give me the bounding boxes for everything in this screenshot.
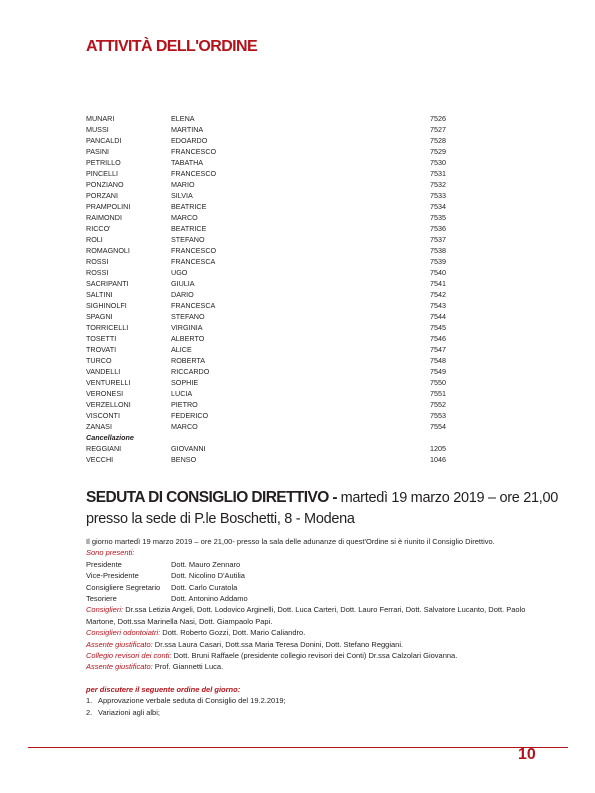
number-cell: 7542 xyxy=(430,290,446,299)
intro-paragraph: Il giorno martedì 19 marzo 2019 – ore 21,00- presso la sala delle adunanze di quest'Ordine si è riunito il Consiglio Direttivo. xyxy=(86,537,495,546)
firstname-cell: MARCO xyxy=(171,213,198,222)
seduta-heading xyxy=(86,487,566,530)
number-cell: 7529 xyxy=(430,147,446,156)
firstname-cell: FRANCESCA xyxy=(171,301,216,310)
firstname-cell: FRANCESCO xyxy=(171,246,217,255)
roster-row xyxy=(86,344,456,355)
roster-row xyxy=(86,421,456,432)
surname-cell: TOSETTI xyxy=(86,334,117,343)
firstname-cell: RICCARDO xyxy=(171,367,210,376)
surname-cell: MUNARI xyxy=(86,114,115,123)
surname-cell: ROSSI xyxy=(86,268,109,277)
number-cell: 7552 xyxy=(430,400,446,409)
roster-row xyxy=(86,135,456,146)
firstname-cell: ALICE xyxy=(171,345,192,354)
agenda-num: 1. xyxy=(86,696,93,706)
firstname-cell: DARIO xyxy=(171,290,194,299)
roster-row xyxy=(86,212,456,223)
roster-row xyxy=(86,234,456,245)
firstname-cell: FRANCESCO xyxy=(171,147,217,156)
firstname-cell: BENSO xyxy=(171,455,197,464)
firstname-cell: BEATRICE xyxy=(171,224,207,233)
number-cell: 7526 xyxy=(430,114,446,123)
officer-row xyxy=(86,559,556,570)
officer-person: Dott. Mauro Zennaro xyxy=(171,559,241,569)
surname-cell: RICCO' xyxy=(86,224,111,233)
number-cell: 1205 xyxy=(430,444,446,453)
number-cell: 7549 xyxy=(430,367,446,376)
roster-row xyxy=(86,124,456,135)
surname-cell: RAIMONDI xyxy=(86,213,122,222)
roster-row xyxy=(86,377,456,388)
firstname-cell: SOPHIE xyxy=(171,378,199,387)
agenda-num: 2. xyxy=(86,707,93,717)
roster-row xyxy=(86,256,456,267)
assenti-text: Dr.ssa Laura Casari, Dott.ssa Maria Teresa Donini, Dott. Stefano Reggiani. xyxy=(152,639,404,649)
roster-row xyxy=(86,157,456,168)
firstname-cell: PIETRO xyxy=(171,400,198,409)
officer-person: Dott. Antonino Addamo xyxy=(171,593,248,603)
roster-row xyxy=(86,223,456,234)
roster-row xyxy=(86,443,456,454)
surname-cell: PRAMPOLINI xyxy=(86,202,131,211)
officer-row xyxy=(86,582,556,593)
odonto-text: Dott. Roberto Gozzi, Dott. Mario Caliandro. xyxy=(160,628,306,638)
agenda-item xyxy=(86,707,556,718)
assenti-label: Assente giustificato: xyxy=(86,639,153,649)
seduta-title-location: presso la sede di P.le Boschetti, 8 - Modena xyxy=(86,511,355,527)
officer-role: Tesoriere xyxy=(86,593,117,603)
surname-cell: ROLI xyxy=(86,235,103,244)
assenti2-paragraph xyxy=(86,661,556,672)
cancellazione-heading xyxy=(86,432,456,443)
agenda-item xyxy=(86,695,556,706)
firstname-cell: STEFANO xyxy=(171,235,205,244)
consiglieri-label: Consiglieri: xyxy=(86,605,124,615)
revisori-paragraph xyxy=(86,650,556,661)
number-cell: 7534 xyxy=(430,202,446,211)
roster-row xyxy=(86,366,456,377)
odonto-label: Consiglieri odontoiatri: xyxy=(86,628,161,638)
number-cell: 7540 xyxy=(430,268,446,277)
surname-cell: SPAGNI xyxy=(86,312,113,321)
surname-cell: SIGHINOLFI xyxy=(86,301,127,310)
number-cell: 7548 xyxy=(430,356,446,365)
number-cell: 7530 xyxy=(430,158,446,167)
presenti-label: Sono presenti: xyxy=(86,548,135,558)
firstname-cell: GIOVANNI xyxy=(171,444,206,453)
surname-cell: ZANASI xyxy=(86,422,112,431)
roster-row xyxy=(86,388,456,399)
number-cell: 7554 xyxy=(430,422,446,431)
number-cell: 7533 xyxy=(430,191,446,200)
surname-cell: VERZELLONI xyxy=(86,400,131,409)
number-cell: 7537 xyxy=(430,235,446,244)
roster-row xyxy=(86,113,456,124)
roster-row xyxy=(86,311,456,322)
roster-row xyxy=(86,355,456,366)
firstname-cell: EDOARDO xyxy=(171,136,208,145)
surname-cell: SALTINI xyxy=(86,290,113,299)
officers-list xyxy=(86,559,556,605)
roster-row xyxy=(86,454,456,465)
roster-row xyxy=(86,399,456,410)
surname-cell: PASINI xyxy=(86,147,110,156)
firstname-cell: SILVIA xyxy=(171,191,193,200)
firstname-cell: BEATRICE xyxy=(171,202,207,211)
roster-row xyxy=(86,278,456,289)
firstname-cell: ELENA xyxy=(171,114,195,123)
firstname-cell: GIULIA xyxy=(171,279,195,288)
cancellazione-label: Cancellazione xyxy=(86,433,134,442)
number-cell: 7528 xyxy=(430,136,446,145)
number-cell: 7545 xyxy=(430,323,446,332)
roster-rows xyxy=(86,113,456,432)
minutes-body xyxy=(86,536,556,718)
firstname-cell: STEFANO xyxy=(171,312,205,321)
firstname-cell: LUCIA xyxy=(171,389,193,398)
seduta-title-date: martedì 19 marzo 2019 – ore 21,00 xyxy=(340,490,559,506)
firstname-cell: VIRGINIA xyxy=(171,323,203,332)
number-cell: 7532 xyxy=(430,180,446,189)
roster-row xyxy=(86,245,456,256)
roster-row xyxy=(86,333,456,344)
surname-cell: PANCALDI xyxy=(86,136,122,145)
roster-row xyxy=(86,201,456,212)
roster-row xyxy=(86,267,456,278)
firstname-cell: ROBERTA xyxy=(171,356,206,365)
number-cell: 7546 xyxy=(430,334,446,343)
surname-cell: PETRILLO xyxy=(86,158,121,167)
agenda-text: Approvazione verbale seduta di Consiglio del 19.2.2019; xyxy=(98,696,286,706)
surname-cell: PINCELLI xyxy=(86,169,118,178)
firstname-cell: MARIO xyxy=(171,180,195,189)
cancellazione-rows xyxy=(86,443,456,465)
odonto-paragraph xyxy=(86,627,556,638)
surname-cell: VISCONTI xyxy=(86,411,120,420)
surname-cell: VERONESI xyxy=(86,389,124,398)
agenda-list xyxy=(86,695,556,718)
assenti2-text: Prof. Giannetti Luca. xyxy=(152,662,224,672)
surname-cell: VECCHI xyxy=(86,455,114,464)
number-cell: 1046 xyxy=(430,455,446,464)
agenda-text: Variazioni agli albi; xyxy=(98,707,160,717)
roster-row xyxy=(86,190,456,201)
officer-row xyxy=(86,570,556,581)
number-cell: 7531 xyxy=(430,169,446,178)
roster-row xyxy=(86,410,456,421)
number-cell: 7527 xyxy=(430,125,446,134)
consiglieri-text: Dr.ssa Letizia Angeli, Dott. Lodovico Arginelli, Dott. Luca Carteri, Dott. Lauro Ferrari, Dott. Salvatore Lucanto, Dott. Paolo Martone, Dott.ssa Marinella Nasi, Dott. Giampaolo Papi. xyxy=(86,605,526,626)
page-number: 10 xyxy=(518,746,536,763)
surname-cell: TROVATI xyxy=(86,345,117,354)
surname-cell: VENTURELLI xyxy=(86,378,131,387)
assenti2-label: Assente giustificato: xyxy=(86,662,153,672)
officer-role: Vice-Presidente xyxy=(86,571,139,581)
roster-row xyxy=(86,179,456,190)
agenda-label: per discutere il seguente ordine del giorno: xyxy=(86,684,241,694)
firstname-cell: FRANCESCA xyxy=(171,257,216,266)
roster-row xyxy=(86,168,456,179)
roster-row xyxy=(86,300,456,311)
revisori-label: Collegio revisori dei conti: xyxy=(86,651,172,660)
number-cell: 7544 xyxy=(430,312,446,321)
consiglieri-paragraph xyxy=(86,604,556,627)
officer-role: Presidente xyxy=(86,559,122,569)
number-cell: 7550 xyxy=(430,378,446,387)
revisori-text: Dott. Bruni Raffaele (presidente collegio revisori dei Conti) Dr.ssa Calzolari Giovanna. xyxy=(171,651,458,660)
firstname-cell: TABATHA xyxy=(171,158,204,167)
member-roster xyxy=(86,113,456,465)
surname-cell: VANDELLI xyxy=(86,367,121,376)
surname-cell: PONZIANO xyxy=(86,180,124,189)
section-title: ATTIVITÀ DELL'ORDINE xyxy=(86,38,258,55)
firstname-cell: FEDERICO xyxy=(171,411,209,420)
surname-cell: ROMAGNOLI xyxy=(86,246,130,255)
roster-row xyxy=(86,146,456,157)
roster-row xyxy=(86,289,456,300)
roster-row xyxy=(86,322,456,333)
surname-cell: MUSSI xyxy=(86,125,109,134)
number-cell: 7553 xyxy=(430,411,446,420)
firstname-cell: FRANCESCO xyxy=(171,169,217,178)
number-cell: 7547 xyxy=(430,345,446,354)
number-cell: 7551 xyxy=(430,389,446,398)
surname-cell: SACRIPANTI xyxy=(86,279,129,288)
number-cell: 7539 xyxy=(430,257,446,266)
officer-role: Consigliere Segretario xyxy=(86,582,161,592)
assenti-paragraph xyxy=(86,639,556,650)
footer-divider xyxy=(28,747,568,748)
firstname-cell: MARTINA xyxy=(171,125,204,134)
officer-person: Dott. Carlo Curatola xyxy=(171,582,238,592)
seduta-title-bold: SEDUTA DI CONSIGLIO DIRETTIVO - xyxy=(86,489,341,506)
firstname-cell: UGO xyxy=(171,268,188,277)
surname-cell: PORZANI xyxy=(86,191,118,200)
officer-person: Dott. Nicolino D'Autilia xyxy=(171,571,245,581)
surname-cell: ROSSI xyxy=(86,257,109,266)
surname-cell: TURCO xyxy=(86,356,112,365)
officer-row xyxy=(86,593,556,604)
number-cell: 7541 xyxy=(430,279,446,288)
firstname-cell: ALBERTO xyxy=(171,334,205,343)
surname-cell: REGGIANI xyxy=(86,444,122,453)
number-cell: 7538 xyxy=(430,246,446,255)
number-cell: 7536 xyxy=(430,224,446,233)
surname-cell: TORRICELLI xyxy=(86,323,129,332)
number-cell: 7535 xyxy=(430,213,446,222)
firstname-cell: MARCO xyxy=(171,422,198,431)
number-cell: 7543 xyxy=(430,301,446,310)
